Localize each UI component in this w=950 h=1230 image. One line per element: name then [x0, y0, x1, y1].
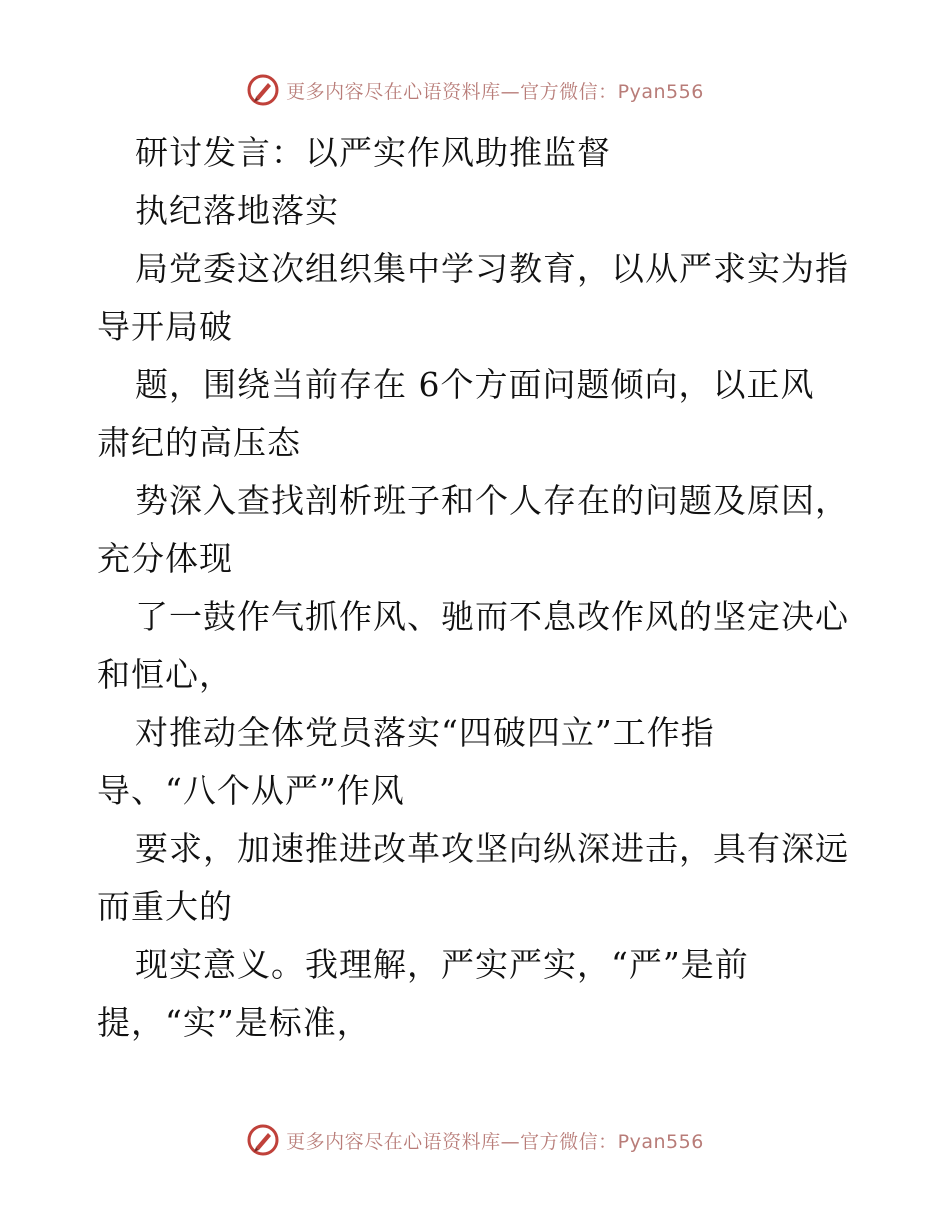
pen-logo-icon: [246, 73, 280, 107]
paragraph-line: 导开局破: [97, 307, 233, 346]
paragraph-line: 充分体现: [97, 539, 233, 578]
paragraph-line: 导、“八个从严”作风: [97, 771, 405, 810]
paragraph-line: 题，围绕当前存在 6个方面问题倾向，以正风: [135, 365, 815, 404]
pen-logo-icon: [246, 1123, 280, 1157]
paragraph-line: 而重大的: [97, 887, 233, 926]
header-banner: [0, 70, 950, 110]
title-line-2: 执纪落地落实: [135, 191, 339, 230]
paragraph-line: 和恒心，: [97, 655, 233, 694]
paragraph-line: 要求，加速推进改革攻坚向纵深进击，具有深远: [135, 829, 849, 868]
title-line-1: 研讨发言：以严实作风助推监督: [135, 133, 611, 172]
paragraph-line: 势深入查找剖析班子和个人存在的问题及原因，: [135, 481, 849, 520]
paragraph-line: 局党委这次组织集中学习教育，以从严求实为指: [135, 249, 849, 288]
document-body: [97, 124, 857, 1052]
header-banner-text: 更多内容尽在心语资料库—官方微信：Pyan556: [286, 80, 704, 103]
footer-banner: [0, 1120, 950, 1160]
footer-banner-text: 更多内容尽在心语资料库—官方微信：Pyan556: [286, 1130, 704, 1153]
paragraph-line: 现实意义。我理解，严实严实，“严”是前: [135, 945, 749, 984]
paragraph-line: 了一鼓作气抓作风、驰而不息改作风的坚定决心: [135, 597, 849, 636]
paragraph-line: 对推动全体党员落实“四破四立”工作指: [135, 713, 715, 752]
paragraph-line: 提，“实”是标准，: [97, 1003, 371, 1042]
paragraph-line: 肃纪的高压态: [97, 423, 301, 462]
